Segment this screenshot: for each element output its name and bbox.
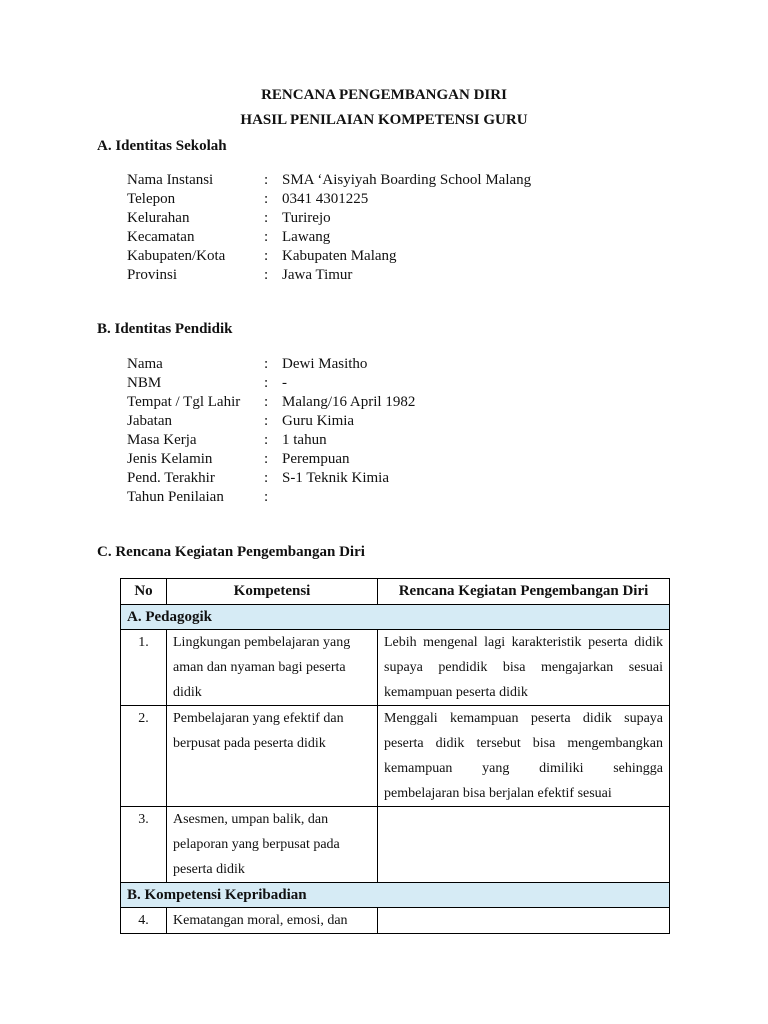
cell-no: 3. [121, 807, 167, 883]
field-colon: : [264, 229, 269, 245]
field-label: Jenis Kelamin [127, 451, 213, 467]
cell-kompetensi: Pembelajaran yang efektif dan berpusat pada peserta didik [167, 706, 378, 807]
field-value: 1 tahun [282, 432, 327, 448]
field-value: Kabupaten Malang [282, 248, 397, 264]
field-label: Nama Instansi [127, 172, 214, 188]
identitas-sekolah-list [127, 171, 687, 285]
field-colon: : [264, 394, 269, 410]
field-row [127, 190, 687, 209]
cell-kompetensi: Lingkungan pembelajaran yang aman dan nyaman bagi peserta didik [167, 630, 378, 706]
field-row [127, 266, 687, 285]
field-label: Tahun Penilaian [127, 489, 224, 505]
field-row [127, 450, 687, 469]
field-value: SMA ‘Aisyiyah Boarding School Malang [282, 172, 532, 188]
cell-no: 2. [121, 706, 167, 807]
field-row [127, 412, 687, 431]
field-label: Jabatan [127, 413, 172, 429]
field-colon: : [264, 432, 269, 448]
cell-no: 4. [121, 908, 167, 934]
table-row [121, 908, 670, 934]
field-colon: : [264, 413, 269, 429]
table-row [121, 807, 670, 883]
field-row [127, 171, 687, 190]
column-header-no: No [121, 579, 167, 605]
field-value: Jawa Timur [282, 267, 353, 283]
field-label: Nama [127, 356, 163, 372]
table-group-row [121, 883, 670, 908]
field-label: Telepon [127, 191, 176, 207]
field-colon: : [264, 248, 269, 264]
field-colon: : [264, 470, 269, 486]
field-row [127, 393, 687, 412]
table-row [121, 630, 670, 706]
field-row [127, 228, 687, 247]
column-header-kompetensi: Kompetensi [167, 579, 378, 605]
field-label: Masa Kerja [127, 432, 197, 448]
field-value: - [282, 375, 287, 391]
field-row [127, 247, 687, 266]
field-value: Malang/16 April 1982 [282, 394, 416, 410]
column-header-rencana: Rencana Kegiatan Pengembangan Diri [378, 579, 670, 605]
field-value: Perempuan [282, 451, 350, 467]
cell-rencana [378, 908, 670, 934]
field-colon: : [264, 267, 269, 283]
field-colon: : [264, 356, 269, 372]
field-label: Tempat / Tgl Lahir [127, 394, 241, 410]
cell-no: 1. [121, 630, 167, 706]
cell-rencana [378, 807, 670, 883]
field-colon: : [264, 451, 269, 467]
field-value: Dewi Masitho [282, 356, 368, 372]
field-row [127, 431, 687, 450]
field-row [127, 355, 687, 374]
field-value: S-1 Teknik Kimia [282, 470, 389, 486]
section-heading-identitas-pendidik: B. Identitas Pendidik [97, 321, 233, 337]
group-label-kepribadian: B. Kompetensi Kepribadian [121, 883, 670, 908]
field-value: 0341 4301225 [282, 191, 369, 207]
field-label: Kecamatan [127, 229, 195, 245]
table-row [121, 706, 670, 807]
field-colon: : [264, 375, 269, 391]
field-label: Pend. Terakhir [127, 470, 215, 486]
field-row [127, 469, 687, 488]
cell-rencana: Menggali kemampuan peserta didik supaya peserta didik tersebut bisa mengembangkan kemampuan yang dimiliki sehingga pembelajaran bisa berjalan efektif sesuai [378, 706, 670, 807]
field-row [127, 488, 687, 507]
document-title: RENCANA PENGEMBANGAN DIRI [261, 87, 507, 103]
field-value: Lawang [282, 229, 331, 245]
field-label: Kelurahan [127, 210, 190, 226]
field-value: Turirejo [282, 210, 331, 226]
cell-rencana: Lebih mengenal lagi karakteristik peserta didik supaya pendidik bisa mengajarkan sesuai kemampuan peserta didik [378, 630, 670, 706]
document-subtitle: HASIL PENILAIAN KOMPETENSI GURU [240, 112, 528, 128]
identitas-pendidik-list [127, 355, 687, 507]
field-label: Kabupaten/Kota [127, 248, 226, 264]
table-group-row [121, 605, 670, 630]
field-row [127, 374, 687, 393]
cell-kompetensi: Asesmen, umpan balik, dan pelaporan yang berpusat pada peserta didik [167, 807, 378, 883]
field-label: NBM [127, 375, 162, 391]
field-colon: : [264, 191, 269, 207]
table-header-row [121, 579, 670, 605]
rencana-table [120, 578, 670, 934]
cell-kompetensi-text: Kematangan moral, emosi, dan [173, 913, 348, 928]
field-label: Provinsi [127, 267, 178, 283]
group-label-pedagogik: A. Pedagogik [121, 605, 670, 630]
field-colon: : [264, 210, 269, 226]
field-row [127, 209, 687, 228]
field-colon: : [264, 489, 269, 505]
field-value: Guru Kimia [282, 413, 355, 429]
section-heading-rencana-kegiatan: C. Rencana Kegiatan Pengembangan Diri [97, 544, 365, 560]
field-colon: : [264, 172, 269, 188]
section-heading-identitas-sekolah: A. Identitas Sekolah [97, 138, 227, 154]
cell-kompetensi [167, 908, 378, 934]
